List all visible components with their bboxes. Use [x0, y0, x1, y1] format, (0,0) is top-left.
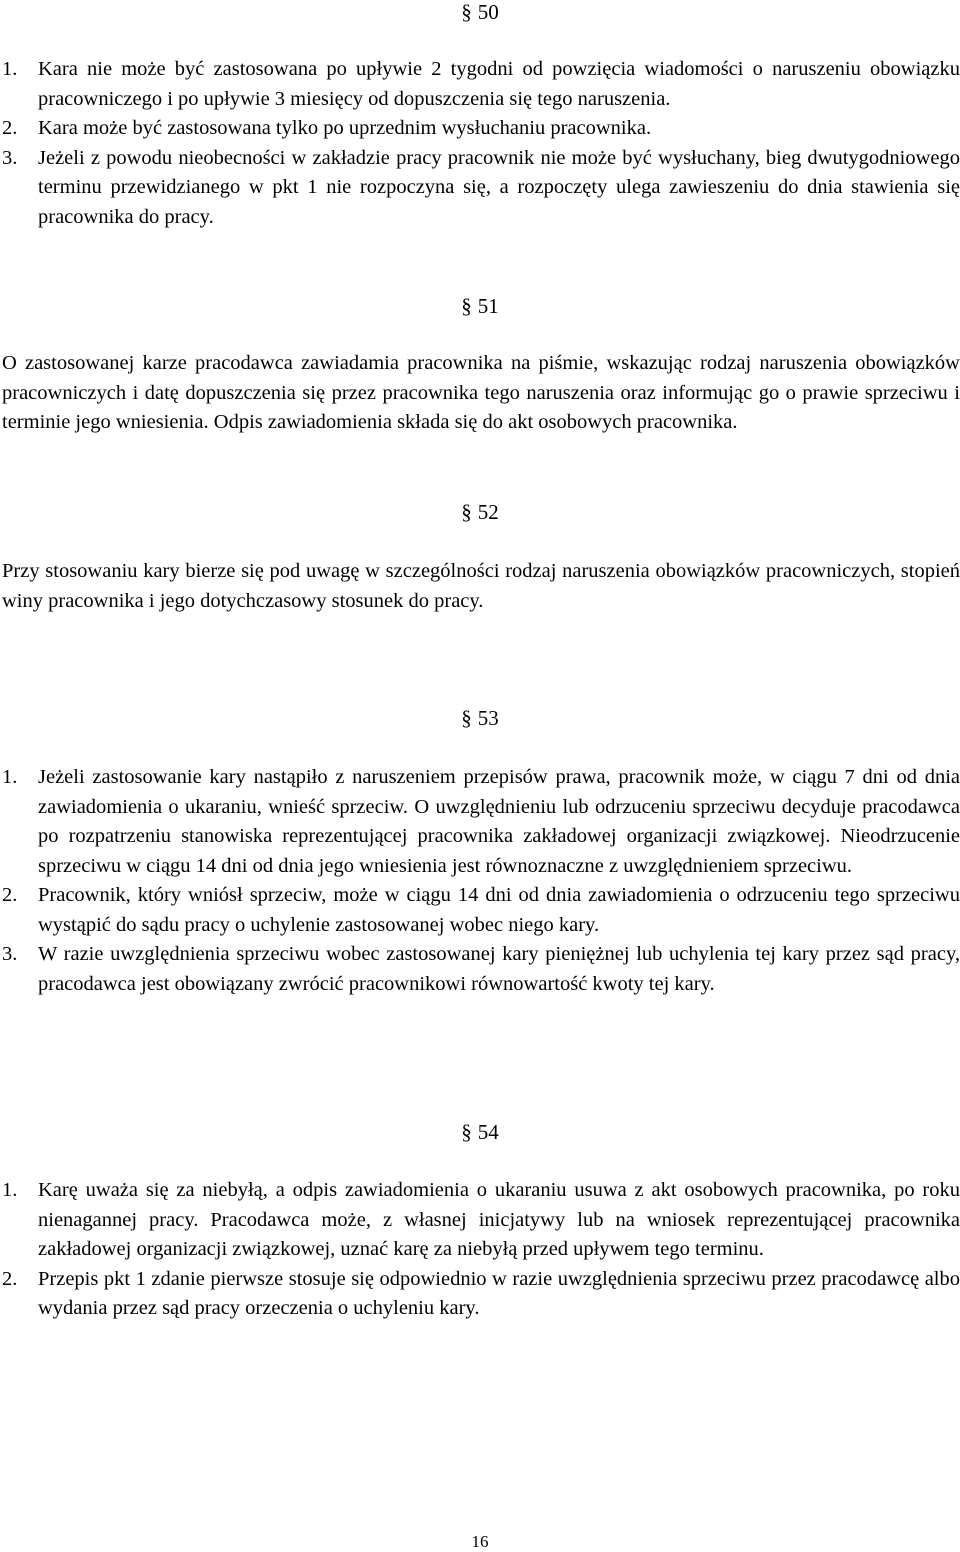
item-text: Jeżeli z powodu nieobecności w zakładzie pracy pracownik nie może być wysłuchany, bieg dwutygodniowego terminu przewidzianego w pkt 1 nie rozpoczyna się, a rozpoczęty ulega zawieszeniu do dnia stawienia się pracownika do pracy.: [38, 146, 960, 228]
section-heading-50: [0, 0, 960, 24]
section-symbol: §: [461, 500, 472, 524]
item-number: 3.: [2, 943, 18, 965]
section-50-list: [2, 55, 960, 232]
item-text: Karę uważa się za niebyłą, a odpis zawiadomienia o ukaraniu usuwa z akt osobowych pracownika, po roku nienagannej pracy. Pracodawca może, z własnej inicjatywy lub na wniosek reprezentującej pracownika zakładowej organizacji związkowej, uznać karę za niebyłą przed upływem tego terminu.: [38, 1179, 960, 1260]
item-text: Przepis pkt 1 zdanie pierwsze stosuje się odpowiednio w razie uwzględnienia sprzeciwu przez pracodawcę albo wydania przez sąd pracy orzeczenia o uchyleniu kary.: [38, 1267, 960, 1319]
item-text: Kara może być zastosowana tylko po uprzednim wysłuchaniu pracownika.: [38, 117, 652, 139]
list-item: [2, 881, 960, 940]
item-number: 2.: [2, 1267, 18, 1290]
item-number: 1.: [2, 1179, 18, 1201]
section-number: 51: [477, 294, 499, 318]
section-number: 50: [477, 0, 499, 24]
section-symbol: §: [461, 294, 472, 318]
section-number: 52: [477, 500, 499, 524]
item-number: 2.: [2, 884, 18, 906]
section-heading-52: [0, 500, 960, 524]
item-number: 2.: [2, 117, 18, 139]
section-52-paragraph: Przy stosowaniu kary bierze się pod uwagę w szczególności rodzaj naruszenia obowiązków pracowniczych, stopień winy pracownika i jego dotychczasowy stosunek do pracy.: [2, 560, 960, 612]
item-text: Kara nie może być zastosowana po upływie 2 tygodni od powzięcia wiadomości o naruszeniu obowiązku pracowniczego i po upływie 3 miesięcy od dopuszczenia się tego naruszenia.: [38, 58, 960, 110]
item-number: 1.: [2, 766, 18, 788]
list-item: [2, 940, 960, 999]
list-item: [2, 1265, 960, 1324]
section-symbol: §: [461, 706, 472, 730]
item-text: W razie uwzględnienia sprzeciwu wobec zastosowanej kary pieniężnej lub uchylenia tej kary przez sąd pracy, pracodawca jest obowiązany zwrócić pracownikowi równowartość kwoty tej kary.: [38, 943, 960, 995]
list-item: [2, 114, 960, 144]
section-51-paragraph: O zastosowanej karze pracodawca zawiadamia pracownika na piśmie, wskazując rodzaj naruszenia obowiązków pracowniczych i datę dopuszczenia się przez pracownika tego naruszenia oraz informując go o prawie sprzeciwu i terminie jego wniesienia. Odpis zawiadomienia składa się do akt osobowych pracownika.: [2, 352, 960, 433]
item-number: 3.: [2, 146, 18, 169]
section-heading-53: [0, 706, 960, 730]
section-number: 54: [477, 1120, 499, 1144]
section-53-list: [2, 763, 960, 999]
item-text: Jeżeli zastosowanie kary nastąpiło z naruszeniem przepisów prawa, pracownik może, w ciągu 7 dni od dnia zawiadomienia o ukaraniu, wnieść sprzeciw. O uwzględnieniu lub odrzuceniu sprzeciwu decyduje pracodawca po rozpatrzeniu stanowiska reprezentującej pracownika zakładowej organizacji związkowej. Nieodrzucenie sprzeciwu w ciągu 14 dni od dnia jego wniesienia jest równoznaczne z uwzględnieniem sprzeciwu.: [38, 766, 960, 877]
section-number: 53: [477, 706, 499, 730]
section-heading-51: [0, 294, 960, 318]
item-number: 1.: [2, 58, 18, 80]
page-number: 16: [471, 1532, 489, 1551]
list-item: [2, 763, 960, 881]
list-item: [2, 1176, 960, 1265]
item-text: Pracownik, który wniósł sprzeciw, może w ciągu 14 dni od dnia zawiadomienia o odrzuceniu tego sprzeciwu wystąpić do sądu pracy o uchylenie zastosowanej wobec niego kary.: [38, 884, 960, 936]
section-symbol: §: [461, 1120, 472, 1144]
section-symbol: §: [461, 0, 472, 24]
section-54-list: [2, 1176, 960, 1324]
list-item: [2, 144, 960, 233]
section-heading-54: [0, 1120, 960, 1144]
list-item: [2, 55, 960, 114]
